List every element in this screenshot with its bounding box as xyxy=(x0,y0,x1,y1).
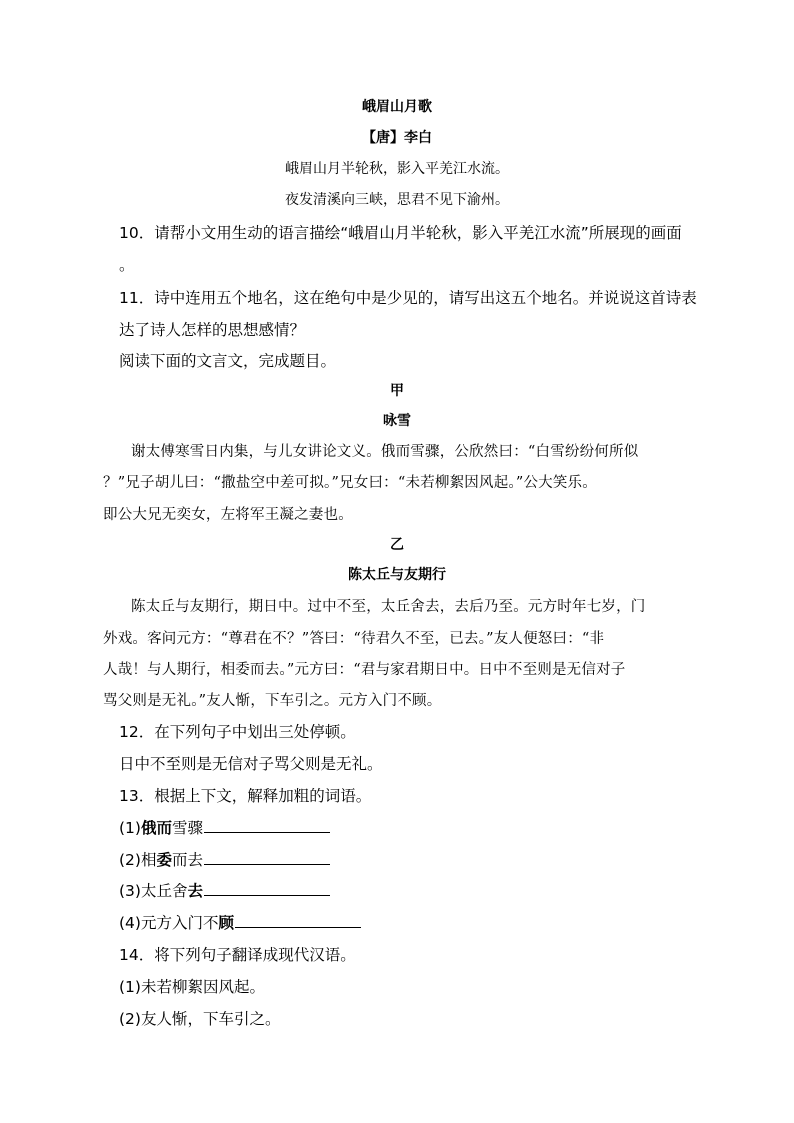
answer-blank[interactable] xyxy=(204,881,330,896)
passage-a-line-3: 即公大兄无奕女，左将军王凝之妻也。 xyxy=(103,507,353,523)
passage-b-line-3: 人哉！与人期行，相委而去。”元方曰：“君与家君期日中。日中不至则是无信对子 xyxy=(103,662,626,678)
poem-line-1: 峨眉山月半轮秋，影入平羌江水流。 xyxy=(285,161,509,177)
bold-term: 委 xyxy=(156,851,172,869)
passage-a-line-1: 谢太傅寒雪日内集，与儿女讲论文义。俄而雪骤，公欣然曰：“白雪纷纷何所似 xyxy=(131,444,639,460)
passage-a-title: 咏雪 xyxy=(383,413,411,429)
passage-b-line-1: 陈太丘与友期行，期日中。过中不至，太丘舍去，去后乃至。元方时年七岁，门 xyxy=(131,599,646,615)
bold-term: 俄而 xyxy=(140,819,172,837)
poem-title: 峨眉山月歌 xyxy=(362,99,432,115)
answer-blank[interactable] xyxy=(204,850,330,865)
passage-a-label: 甲 xyxy=(390,383,404,399)
poem-author: 【唐】李白 xyxy=(362,130,432,146)
question-11-line-1: 11．诗中连用五个地名，这在绝句中是少见的，请写出这五个地名。并说说这首诗表 xyxy=(119,289,697,307)
reading-instruction: 阅读下面的文言文，完成题目。 xyxy=(119,352,337,370)
passage-b-line-4: 骂父则是无礼。”友人惭，下车引之。元方入门不顾。 xyxy=(103,693,442,709)
question-11-line-2: 达了诗人怎样的思想感情？ xyxy=(119,321,306,339)
question-12-sentence: 日中不至则是无信对子骂父则是无礼。 xyxy=(119,755,383,773)
question-10-line-2: 。 xyxy=(119,256,135,274)
question-12-stem: 12．在下列句子中划出三处停顿。 xyxy=(119,723,356,741)
question-14-stem: 14．将下列句子翻译成现代汉语。 xyxy=(119,946,356,964)
question-13-stem: 13．根据上下文，解释加粗的词语。 xyxy=(119,787,372,805)
answer-blank[interactable] xyxy=(204,818,330,833)
question-13-item-1: (1)俄而雪骤 xyxy=(119,816,330,838)
question-13-item-2: (2)相委而去 xyxy=(119,848,330,870)
passage-b-line-2: 外戏。客问元方：“尊君在不？”答曰：“待君久不至，已去。”友人便怒曰：“非 xyxy=(103,631,605,647)
passage-b-label: 乙 xyxy=(390,537,404,553)
question-14-item-2: (2)友人惭，下车引之。 xyxy=(119,1010,281,1028)
bold-term: 去 xyxy=(187,882,203,900)
question-13-item-3: (3)太丘舍去 xyxy=(119,879,330,901)
question-14-item-1: (1)未若柳絮因风起。 xyxy=(119,978,265,996)
question-10-line-1: 10．请帮小文用生动的语言描绘“峨眉山月半轮秋，影入平羌江水流”所展现的画面 xyxy=(119,224,682,242)
answer-blank[interactable] xyxy=(235,913,361,928)
question-13-item-4: (4)元方入门不顾 xyxy=(119,911,361,933)
passage-a-line-2: ？”兄子胡儿曰：“撒盐空中差可拟。”兄女曰：“未若柳絮因风起。”公大笑乐。 xyxy=(103,475,597,491)
poem-line-2: 夜发清溪向三峡，思君不见下渝州。 xyxy=(285,192,509,208)
passage-b-title: 陈太丘与友期行 xyxy=(348,567,446,583)
bold-term: 顾 xyxy=(218,914,234,932)
